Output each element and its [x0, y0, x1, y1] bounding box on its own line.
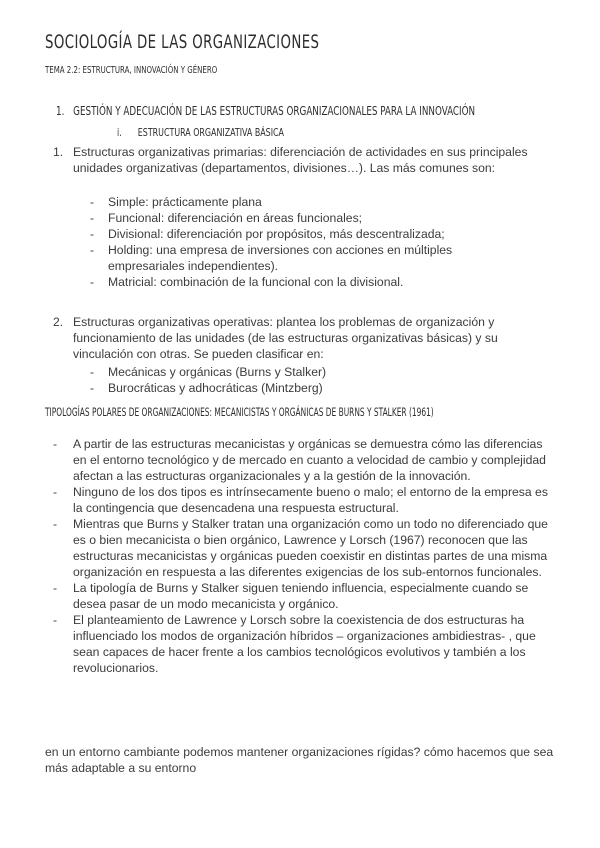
- subsection-number: i.: [117, 126, 122, 139]
- list-item-text: El planteamiento de Lawrence y Lorsch sobre la coexistencia de dos estructuras ha influenciado los modos de organización híbridos – organizaciones ambidiestras- , que sean capaces de hacer frente a los cambios tecnológicos evolutivos y también a los revolucionarios.: [73, 613, 536, 675]
- document-title: SOCIOLOGÍA DE LAS ORGANIZACIONES: [45, 31, 320, 53]
- dash-marker: -: [90, 195, 95, 209]
- typologies-list: [53, 436, 553, 676]
- list-item: [90, 194, 530, 210]
- section-number: 1.: [56, 103, 65, 118]
- list-item-text: Divisional: diferenciación por propósitos, más descentralizada;: [108, 227, 445, 241]
- list-item-text: Matricial: combinación de la funcional con la divisional.: [108, 275, 404, 289]
- closing-question: en un entorno cambiante podemos mantener organizaciones rígidas? cómo hacemos que sea más adaptable a su entorno: [45, 745, 554, 775]
- list-item: [53, 516, 553, 580]
- dash-marker: -: [53, 517, 58, 531]
- item-number: 2.: [53, 315, 64, 329]
- list-item-text: Mientras que Burns y Stalker tratan una organización como un todo no diferenciado que es o bien mecanicista o bien orgánico, Lawrence y Lorsch (1967) reconocen que las estructuras mecanicistas y orgánicas pueden coexistir en distintas partes de una misma organización en respuesta a las diferentes exigencias de los sub-entornos funcionales.: [73, 517, 548, 579]
- list-item-text: Ninguno de los dos tipos es intrínsecamente bueno o malo; el entorno de la empresa es la contingencia que desencadena una respuesta estructural.: [73, 485, 548, 515]
- dash-marker: -: [53, 485, 58, 499]
- typologies-heading: TIPOLOGÍAS POLARES DE ORGANIZACIONES: MECANICISTAS Y ORGÁNICAS DE BURNS Y STALKER (1961): [45, 405, 434, 419]
- subsection-title: ESTRUCTURA ORGANIZATIVA BÁSICA: [137, 126, 284, 139]
- document-subtitle: TEMA 2.2: ESTRUCTURA, INNOVACIÓN Y GÉNERO: [45, 65, 218, 76]
- dash-marker: -: [90, 243, 95, 257]
- item-text: Estructuras organizativas operativas: plantea los problemas de organización y funcionamiento de las unidades (de las estructuras organizativas básicas) y su vinculación con otras. Se pueden clasificar en:: [73, 315, 498, 361]
- list-item: [53, 612, 553, 676]
- item-2-sublist: [90, 364, 530, 396]
- list-item-text: Burocráticas y adhocráticas (Mintzberg): [108, 381, 323, 395]
- list-item-text: La tipología de Burns y Stalker siguen teniendo influencia, especialmente cuando se desea pasar de un modo mecanicista y orgánico.: [73, 581, 529, 611]
- dash-marker: -: [53, 581, 58, 595]
- dash-marker: -: [53, 437, 58, 451]
- section-heading: [56, 103, 475, 118]
- list-item-text: Mecánicas y orgánicas (Burns y Stalker): [108, 365, 327, 379]
- list-item: [53, 484, 553, 516]
- numbered-item-2: [53, 314, 543, 362]
- list-item-text: A partir de las estructuras mecanicistas y orgánicas se demuestra cómo las diferencias en el entorno tecnológico y de mercado en cuanto a velocidad de cambio y complejidad afectan a las estructuras organizacionales y a la gestión de la innovación.: [73, 437, 546, 483]
- dash-marker: -: [90, 381, 95, 395]
- section-title: GESTIÓN Y ADECUACIÓN DE LAS ESTRUCTURAS ORGANIZACIONALES PARA LA INNOVACIÓN: [73, 103, 476, 118]
- item-1-sublist: [90, 194, 530, 290]
- list-item-text: Holding: una empresa de inversiones con acciones en múltiples empresariales independientes).: [108, 243, 453, 273]
- list-item: [90, 274, 530, 290]
- list-item: [90, 242, 530, 274]
- dash-marker: -: [53, 613, 58, 627]
- list-item-text: Simple: prácticamente plana: [108, 195, 262, 209]
- dash-marker: -: [90, 365, 95, 379]
- dash-marker: -: [90, 211, 95, 225]
- list-item: [53, 580, 553, 612]
- list-item: [90, 226, 530, 242]
- list-item: [90, 380, 530, 396]
- dash-marker: -: [90, 227, 95, 241]
- list-item: [90, 364, 530, 380]
- list-item: [90, 210, 530, 226]
- numbered-item-1: [53, 144, 543, 176]
- item-number: 1.: [53, 145, 64, 159]
- list-item: [53, 436, 553, 484]
- item-text: Estructuras organizativas primarias: diferenciación de actividades en sus principales unidades organizativas (departamentos, divisiones…). Las más comunes son:: [73, 145, 528, 175]
- subsection-heading: [117, 126, 284, 139]
- list-item-text: Funcional: diferenciación en áreas funcionales;: [108, 211, 363, 225]
- dash-marker: -: [90, 275, 95, 289]
